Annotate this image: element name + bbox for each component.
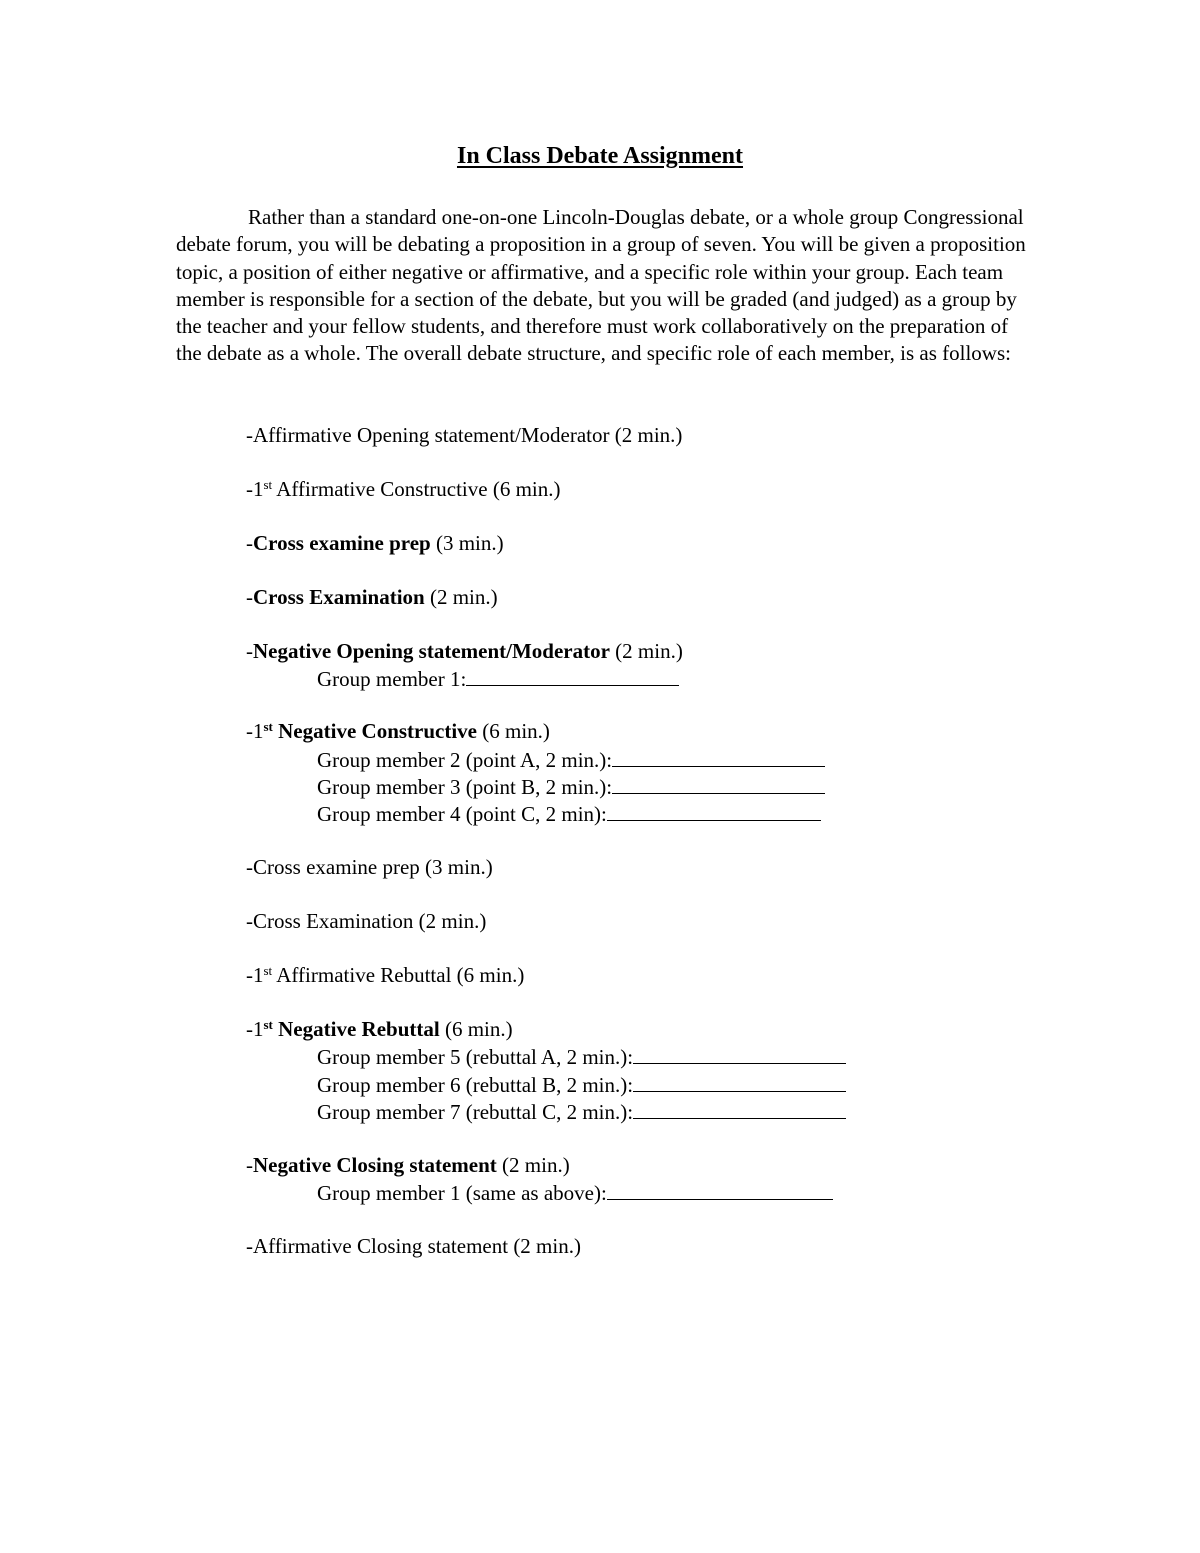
item-time: (2 min.) bbox=[496, 1153, 570, 1177]
item-prefix: - bbox=[246, 639, 253, 663]
member-label: Group member 3 (point B, 2 min.): bbox=[317, 775, 613, 799]
item-label: Negative Closing statement bbox=[253, 1153, 497, 1177]
member-line bbox=[317, 1043, 846, 1071]
item-prefix: -1 bbox=[246, 719, 264, 743]
name-blank-field[interactable] bbox=[607, 1179, 833, 1200]
name-blank-field[interactable] bbox=[633, 1071, 846, 1092]
item-label: Negative Rebuttal bbox=[272, 1017, 440, 1041]
member-line bbox=[317, 1071, 846, 1099]
item-prefix: - bbox=[246, 423, 253, 447]
item-ordinal-suffix: st bbox=[263, 719, 273, 734]
item-prefix: -1 bbox=[246, 963, 264, 987]
name-blank-field[interactable] bbox=[612, 773, 825, 794]
member-line bbox=[317, 1098, 846, 1126]
item-label: Cross Examination bbox=[253, 585, 425, 609]
item-label: Cross examine prep (3 min.) bbox=[253, 855, 493, 879]
schedule-item-negative-constructive bbox=[246, 718, 550, 745]
schedule-item-affirmative-constructive bbox=[246, 476, 560, 503]
member-line bbox=[317, 800, 821, 828]
member-line bbox=[317, 665, 679, 693]
item-time: (6 min.) bbox=[477, 719, 550, 743]
schedule-item-cross-examine-prep-2 bbox=[246, 854, 493, 881]
name-blank-field[interactable] bbox=[466, 665, 679, 686]
member-label: Group member 7 (rebuttal C, 2 min.): bbox=[317, 1100, 634, 1124]
member-label: Group member 1 (same as above): bbox=[317, 1181, 607, 1205]
schedule-item-affirmative-rebuttal bbox=[246, 962, 524, 989]
item-ordinal-suffix: st bbox=[263, 477, 273, 492]
item-ordinal-suffix: st bbox=[263, 1017, 273, 1032]
item-prefix: - bbox=[246, 1234, 253, 1258]
member-label: Group member 1: bbox=[317, 667, 467, 691]
schedule-item-affirmative-closing bbox=[246, 1233, 581, 1260]
name-blank-field[interactable] bbox=[633, 1098, 846, 1119]
item-label: Negative Constructive bbox=[272, 719, 478, 743]
name-blank-field[interactable] bbox=[607, 800, 821, 821]
item-time: (2 min.) bbox=[424, 585, 498, 609]
document-title: In Class Debate Assignment bbox=[456, 143, 744, 169]
item-time: (2 min.) bbox=[609, 639, 683, 663]
member-label: Group member 6 (rebuttal B, 2 min.): bbox=[317, 1073, 634, 1097]
intro-paragraph: Rather than a standard one-on-one Lincoln-Douglas debate, or a whole group Congressional debate forum, you will be debating a proposition in a group of seven. You will be given a proposition topic, a position of either negative or affirmative, and a specific role within your group. Each team member is responsible for a section of the debate, but you will be graded (and judged) as a group by the teacher and your fellow students, and therefore must work collaboratively on the preparation of the debate as a whole. The overall debate structure, and specific role of each member, is as follows: bbox=[176, 205, 1026, 366]
item-prefix: - bbox=[246, 1153, 253, 1177]
item-time: (2 min.) bbox=[609, 423, 683, 447]
item-time: (3 min.) bbox=[430, 531, 504, 555]
item-label: Negative Opening statement/Moderator bbox=[253, 639, 610, 663]
schedule-item-cross-examination bbox=[246, 584, 498, 611]
schedule-item-cross-examine-prep bbox=[246, 530, 504, 557]
item-prefix: -1 bbox=[246, 1017, 264, 1041]
item-label: Affirmative Rebuttal (6 min.) bbox=[272, 963, 525, 987]
item-label: Cross examine prep bbox=[253, 531, 431, 555]
schedule-item-negative-rebuttal bbox=[246, 1016, 513, 1043]
member-line bbox=[317, 1179, 833, 1207]
schedule-item-negative-closing bbox=[246, 1152, 570, 1179]
schedule-item-negative-opening bbox=[246, 638, 683, 665]
item-label: Affirmative Constructive bbox=[272, 477, 488, 501]
name-blank-field[interactable] bbox=[612, 746, 825, 767]
item-prefix: - bbox=[246, 909, 253, 933]
item-label: Affirmative Opening statement/Moderator bbox=[253, 423, 610, 447]
item-prefix: - bbox=[246, 531, 253, 555]
schedule-item-affirmative-opening bbox=[246, 422, 682, 449]
member-line bbox=[317, 773, 825, 801]
item-ordinal-suffix: st bbox=[263, 963, 273, 978]
item-prefix: - bbox=[246, 855, 253, 879]
member-label: Group member 5 (rebuttal A, 2 min.): bbox=[317, 1045, 634, 1069]
item-prefix: -1 bbox=[246, 477, 264, 501]
item-time: (6 min.) bbox=[439, 1017, 513, 1041]
item-prefix: - bbox=[246, 585, 253, 609]
member-label: Group member 4 (point C, 2 min): bbox=[317, 802, 607, 826]
member-label: Group member 2 (point A, 2 min.): bbox=[317, 748, 613, 772]
schedule-item-cross-examination-2 bbox=[246, 908, 486, 935]
item-label: Cross Examination (2 min.) bbox=[253, 909, 487, 933]
item-label: Affirmative Closing statement (2 min.) bbox=[253, 1234, 581, 1258]
name-blank-field[interactable] bbox=[633, 1043, 846, 1064]
item-time: (6 min.) bbox=[487, 477, 561, 501]
member-line bbox=[317, 746, 825, 774]
